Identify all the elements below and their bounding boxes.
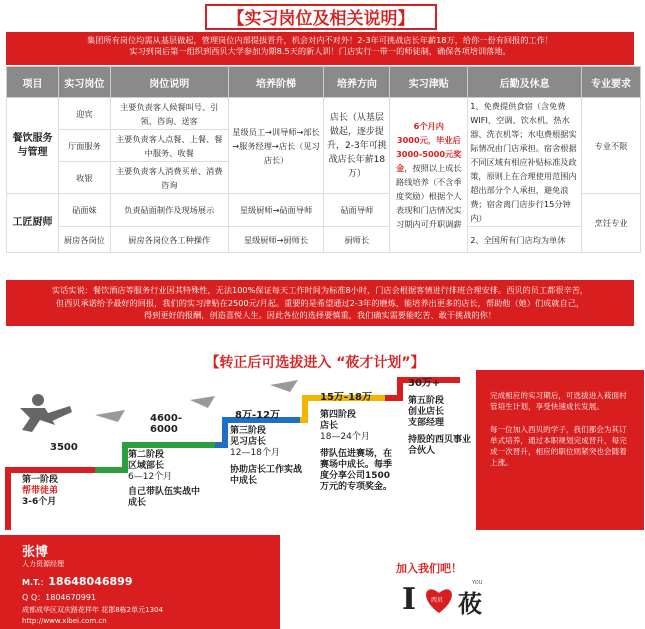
stage-5 [408, 396, 474, 457]
contact-role: 人力资源经理 [22, 560, 64, 568]
notes-banner [6, 280, 634, 326]
direction-chef: 厨师长 [324, 227, 390, 253]
logo-small: YOU [472, 580, 483, 586]
stage-3-role: 见习店长 [230, 437, 267, 447]
contact-qq [22, 592, 96, 603]
th-position: 实习岗位 [58, 67, 110, 98]
arrow-icon [270, 380, 298, 392]
table-header-row [7, 67, 641, 98]
major-chef: 烹饪专业 [582, 194, 641, 253]
allowance-cell [390, 98, 468, 253]
stage-4-desc: 带队伍进赛场，在赛场中成长。每季度分享公司1500万元的专项奖金。 [320, 449, 393, 492]
intro-banner [6, 32, 634, 65]
th-logistics: 后勤及休息 [468, 67, 582, 98]
contact-card [0, 535, 280, 629]
salary-1: 3500 [50, 442, 78, 453]
position-name: 迎宾 [58, 98, 110, 130]
group-chef: 工匠厨师 [7, 194, 59, 253]
plan-info-1: 完成相应的实习期后，可选拔进入莜面村管培生计划，享受快速成长发展。 [490, 391, 627, 411]
allowance-amount: 3000元，毕业后3000-5000元奖金 [396, 135, 462, 173]
contact-name: 张博 [22, 545, 49, 560]
notes-line-2: 但西贝承诺给予最好的回报，我们的实习津贴在2500元/月起。重要的是希望通过2-3年的磨炼，能培养出更多的店长，帮助他（她）们成就自己， [55, 297, 585, 308]
stage-5-title: 第五阶段 [408, 396, 445, 406]
contact-address: 成都成华区双庆路花样年 花郡8栋2单元1304 [22, 606, 163, 614]
heart-text: 西贝 [431, 597, 444, 604]
table-row [7, 227, 641, 253]
stage-1 [22, 475, 58, 508]
position-name: 厨房各岗位 [58, 227, 110, 253]
stage-1-role: 帮带徒弟 [22, 486, 59, 496]
stage-5-role: 创业店长 [408, 407, 445, 417]
phone-number: 18648046899 [48, 575, 133, 588]
stage-3-title: 第三阶段 [230, 426, 267, 436]
stage-2-role: 区域部长 [128, 461, 165, 471]
arrow-icon [190, 396, 215, 408]
intro-line-1: 集团所有岗位均需从基层做起，管理岗位内部提拔晋升，机会对内不对外！2-3年可挑战店长年薪18万，给你一份有回报的工作！ [87, 35, 553, 45]
stage-2-time: 6—12个月 [128, 472, 173, 482]
stage-4 [320, 410, 394, 493]
salary-2: 4600-6000 [150, 413, 182, 435]
position-name: 收银 [58, 162, 110, 194]
th-direction: 培养方向 [324, 67, 390, 98]
brand-logo [400, 582, 520, 622]
intro-line-2: 实习到岗后第一组织到西贝大学参加为期8.5天的新人训！门店实行一带一的师徒制，确保各项培训落地。 [129, 46, 511, 56]
stage-2-title: 第二阶段 [128, 450, 165, 460]
stage-4-title: 第四阶段 [320, 410, 357, 420]
qq-number: 1804670991 [45, 593, 97, 602]
runner-icon [20, 394, 72, 432]
qq-label: Q Q： [22, 593, 46, 602]
arrow-icon [95, 410, 125, 422]
stage-1-time: 3-6个月 [22, 497, 57, 507]
ladder-chef: 星级厨师→厨师长 [228, 227, 324, 253]
logistics-cell: 1、免费提供食宿（含免费WIFI、空调、饮水机、热水器、洗衣机等；水电费根据实际情况由门店承担。宿舍根据不同区域有相应补贴标准及政策，原则上在合理使用范围内超出部分个人承担，避免浪费；宿舍离门店步行15分钟内） [468, 98, 582, 227]
plan-info-2: 每一位加入西贝的学子，我们都会为其订单式培养，通过本职规划完成晋升，每完成一次晋升，相应的职位则紧突也会随着上涨。 [490, 425, 627, 467]
table-row [7, 98, 641, 130]
stage-3-time: 12—18个月 [230, 448, 280, 458]
stage-3 [230, 426, 308, 487]
stage-5-role-2: 支部经理 [408, 418, 445, 428]
position-desc: 厨房各岗位各工种操作 [110, 227, 228, 253]
internship-table [6, 66, 641, 253]
phone-label: M.T.： [22, 578, 49, 587]
logo-character: 莜 [458, 590, 482, 618]
allowance-period: 6个月内 [413, 121, 444, 131]
th-allowance: 实习津贴 [390, 67, 468, 98]
contact-phone [22, 575, 132, 588]
notes-line-3: 得到更好的报酬，创造喜悦人生。因此各位的选择要慎重，我们确实需要能吃苦、敢于挑战的你！ [143, 310, 497, 320]
career-plan-title: 【转正后可选拔进入 “莜才计划”】 [205, 355, 425, 371]
position-desc: 主要负责客人点餐、上餐、餐中服务、收餐 [110, 130, 228, 162]
th-major: 专业要求 [582, 67, 641, 98]
logistics-rest: 2、全国所有门店均为单休 [468, 227, 582, 253]
stage-4-time: 18—24个月 [320, 432, 370, 442]
stage-2 [128, 450, 208, 509]
section-title: 【实习岗位及相关说明】 [205, 4, 437, 30]
stage-1-title: 第一阶段 [22, 475, 59, 485]
join-us-text: 加入我们吧！ [396, 562, 462, 575]
group-service: 餐饮服务与管理 [7, 98, 59, 194]
position-desc: 主要负责客人候餐叫号、引领、咨询、送客 [110, 98, 228, 130]
stage-4-role: 店长 [320, 421, 339, 431]
notes-line-1: 实话实说：餐饮酒店等服务行业因其特殊性，无法100%保证每天工作时间为标准8小时，门店会根据客情进行排班合理安排。西贝的员工都很辛苦， [51, 285, 589, 295]
salary-5: 30万+ [408, 378, 441, 389]
position-name: 厅面服务 [58, 130, 110, 162]
direction-service: 店长（从基层做起，逐步提升，2-3年可挑战店长年薪18万） [324, 98, 390, 194]
position-desc: 负责砧面制作及现场展示 [110, 194, 228, 227]
stage-3-desc: 协助店长工作实战中成长 [230, 465, 303, 486]
position-desc: 主要负责客人消费买单、消费咨询 [110, 162, 228, 194]
major-service: 专业不限 [582, 98, 641, 194]
stage-5-desc: 持股的西贝事业合伙人 [408, 435, 472, 456]
allowance-note: ，按照以上成长路线培养（不含季度奖励）根据个人表现和门店情况实习期内可升职调薪 [396, 163, 462, 229]
stage-2-desc: 自己带队伍实战中成长 [128, 487, 201, 508]
logo-letter: I [402, 582, 417, 617]
direction-noodle: 砧面导师 [324, 194, 390, 227]
th-ladder: 培养阶梯 [228, 67, 324, 98]
ladder-service: 星级员工→训导师→部长→服务经理→店长（见习店长） [228, 98, 324, 194]
contact-url[interactable]: http://www.xibei.com.cn [22, 617, 107, 625]
th-desc: 岗位说明 [110, 67, 228, 98]
plan-info-box [476, 370, 644, 530]
salary-4: 15万-18万 [320, 392, 372, 403]
ladder-noodle: 星级厨师→砧面导师 [228, 194, 324, 227]
salary-3: 8万-12万 [235, 410, 281, 421]
position-name: 砧面妹 [58, 194, 110, 227]
th-project: 项目 [7, 67, 59, 98]
